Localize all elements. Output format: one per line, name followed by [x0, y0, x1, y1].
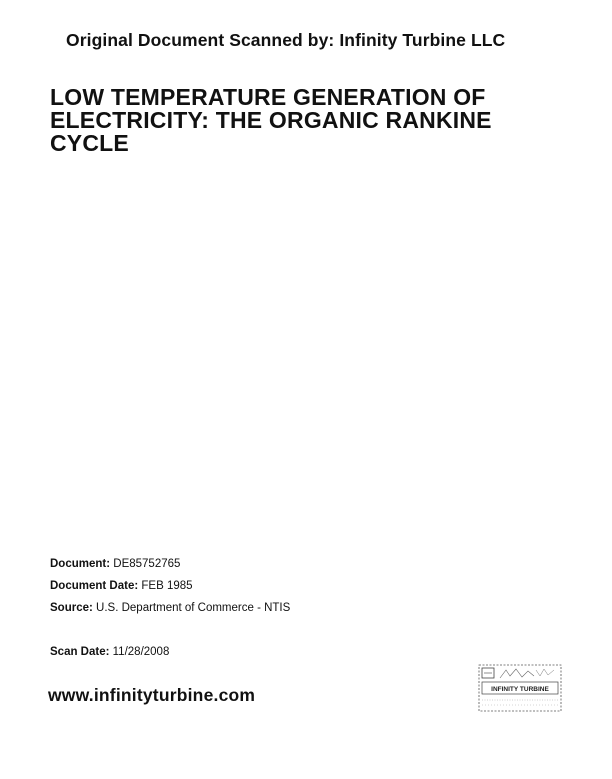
scan-date-label: Scan Date:: [50, 646, 110, 658]
source-row: [50, 602, 290, 614]
scanned-by-header: Original Document Scanned by: Infinity Turbine LLC: [66, 30, 506, 50]
website-link[interactable]: www.infinityturbine.com: [48, 685, 256, 705]
document-id-row: [50, 558, 180, 570]
document-id-label: Document:: [50, 558, 111, 570]
document-title: [50, 86, 570, 155]
logo-text: INFINITY TURBINE: [491, 686, 549, 693]
infinity-turbine-logo: [478, 664, 562, 712]
title-line-2: ELECTRICITY: THE ORGANIC RANKINE: [50, 107, 492, 133]
source-label: Source:: [50, 602, 93, 614]
scan-date-row: [50, 646, 169, 658]
scan-date-value: 11/28/2008: [112, 646, 170, 658]
title-line-3: CYCLE: [50, 130, 129, 156]
title-line-1: LOW TEMPERATURE GENERATION OF: [50, 84, 486, 110]
document-date-label: Document Date:: [50, 580, 139, 592]
document-date-value: FEB 1985: [141, 580, 193, 592]
document-date-row: [50, 580, 193, 592]
document-id-value: DE85752765: [113, 558, 181, 570]
source-value: U.S. Department of Commerce - NTIS: [96, 602, 291, 614]
